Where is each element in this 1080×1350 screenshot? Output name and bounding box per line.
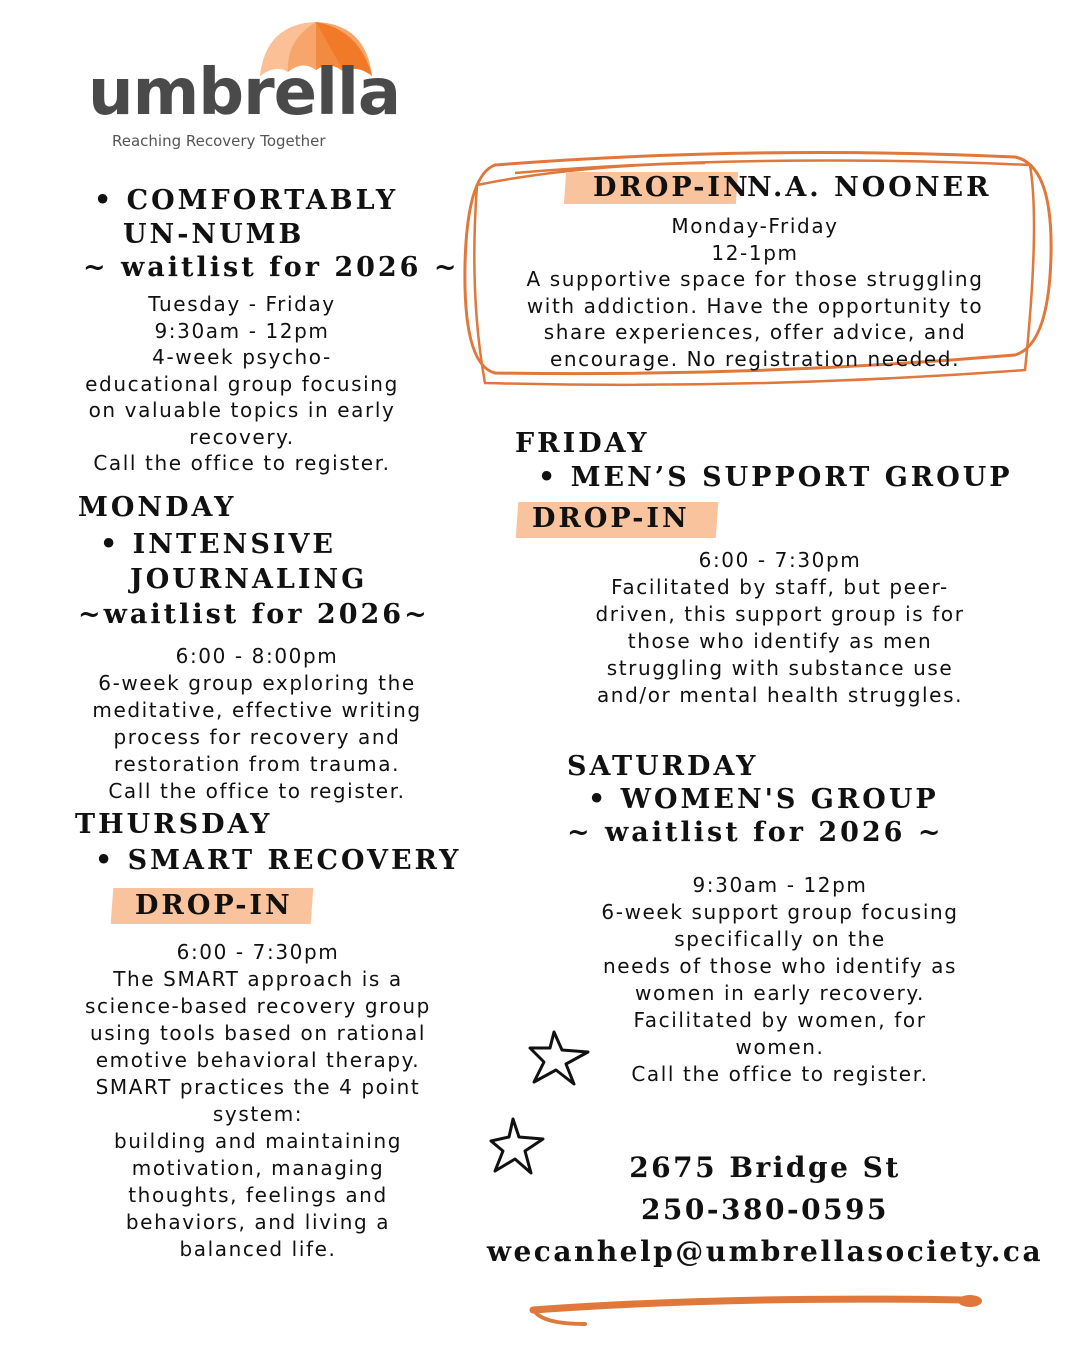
body-line: Facilitated by women, for xyxy=(633,1008,927,1032)
section-title: • WOMEN'S GROUP xyxy=(588,784,939,815)
body-line: Call the office to register. xyxy=(631,1062,929,1086)
section-title: JOURNALING xyxy=(130,564,368,595)
section-title: • INTENSIVE xyxy=(100,529,336,560)
body-line: thoughts, feelings and xyxy=(128,1183,388,1207)
body-line: 6:00 - 7:30pm xyxy=(698,548,862,572)
waitlist-note: ~ waitlist for 2026 ~ xyxy=(83,252,460,283)
body-line: 6:00 - 8:00pm xyxy=(175,644,339,668)
body-line: Call the office to register. xyxy=(93,451,391,475)
body-line: struggling with substance use xyxy=(606,656,954,680)
body-line: The SMART approach is a xyxy=(113,967,403,991)
body-line: educational group focusing xyxy=(85,371,399,396)
address: 2675 Bridge St xyxy=(629,1151,901,1184)
day-heading: FRIDAY xyxy=(515,428,650,459)
body-line: Tuesday - Friday xyxy=(148,292,336,316)
body-line: A supportive space for those struggling xyxy=(526,267,984,291)
body-line: and/or mental health struggles. xyxy=(596,683,964,707)
day-heading: MONDAY xyxy=(78,492,237,523)
body-line: recovery. xyxy=(189,424,295,449)
body-line: meditative, effective writing xyxy=(92,698,422,722)
body-line: 4-week psycho- xyxy=(152,345,332,369)
section-title: • SMART RECOVERY xyxy=(95,845,462,876)
section-title: • COMFORTABLY xyxy=(94,185,399,216)
body-line: 12-1pm xyxy=(711,240,799,265)
body-line: 6:00 - 7:30pm xyxy=(176,940,340,964)
body-line: process for recovery and xyxy=(113,725,401,749)
logo-wordmark: umbrella xyxy=(88,56,401,130)
section-title: N.A. NOONER xyxy=(747,172,992,203)
body-line: behaviors, and living a xyxy=(125,1210,391,1234)
body-line: encourage. No registration needed. xyxy=(549,346,961,371)
body-line: specifically on the xyxy=(674,927,886,951)
body-line: using tools based on rational xyxy=(89,1021,427,1045)
body-line: 9:30am - 12pm xyxy=(692,873,868,897)
day-heading: THURSDAY xyxy=(75,809,273,840)
body-line: emotive behavioral therapy. xyxy=(95,1048,421,1072)
logo xyxy=(88,20,401,155)
waitlist-note: ~ waitlist for 2026 ~ xyxy=(567,817,944,848)
body-line: Facilitated by staff, but peer- xyxy=(611,575,949,599)
contact-block xyxy=(475,1147,1055,1273)
section-title: UN-NUMB xyxy=(123,219,305,250)
body-line: women. xyxy=(735,1035,825,1059)
body-line: system: xyxy=(212,1102,304,1126)
body-line: restoration from trauma. xyxy=(113,752,401,776)
body-line: on valuable topics in early xyxy=(88,398,396,422)
body-line: those who identify as men xyxy=(627,629,933,653)
body-line: motivation, managing xyxy=(131,1156,385,1180)
body-line: 9:30am - 12pm xyxy=(154,318,330,343)
body-line: women in early recovery. xyxy=(635,981,925,1005)
drop-in-tag: DROP-IN xyxy=(532,503,690,534)
brush-stroke-underline xyxy=(525,1288,990,1333)
email-link[interactable]: wecanhelp@umbrellasociety.ca xyxy=(486,1235,1044,1268)
waitlist-note: ~waitlist for 2026~ xyxy=(78,599,430,630)
body-line: share experiences, offer advice, and xyxy=(543,320,967,344)
body-line: Call the office to register. xyxy=(108,779,406,803)
body-line: with addiction. Have the opportunity to xyxy=(526,293,984,318)
drop-in-tag: DROP-IN xyxy=(593,172,751,203)
body-line: SMART practices the 4 point xyxy=(95,1075,421,1099)
body-line: needs of those who identify as xyxy=(602,954,958,978)
body-line: 6-week support group focusing xyxy=(601,900,959,924)
logo-tagline: Reaching Recovery Together xyxy=(112,132,326,150)
body-line: driven, this support group is for xyxy=(595,602,965,626)
body-line: Monday-Friday xyxy=(671,214,839,238)
star-doodle-icon xyxy=(526,1028,592,1088)
body-line: 6-week group exploring the xyxy=(98,671,416,695)
day-heading: SATURDAY xyxy=(567,751,759,782)
body-line: science-based recovery group xyxy=(85,994,431,1018)
body-line: building and maintaining xyxy=(113,1129,403,1153)
drop-in-tag: DROP-IN xyxy=(135,890,293,921)
body-line: balanced life. xyxy=(179,1237,337,1261)
phone-link[interactable]: 250-380-0595 xyxy=(640,1193,890,1226)
section-title: • MEN’S SUPPORT GROUP xyxy=(538,462,1013,493)
